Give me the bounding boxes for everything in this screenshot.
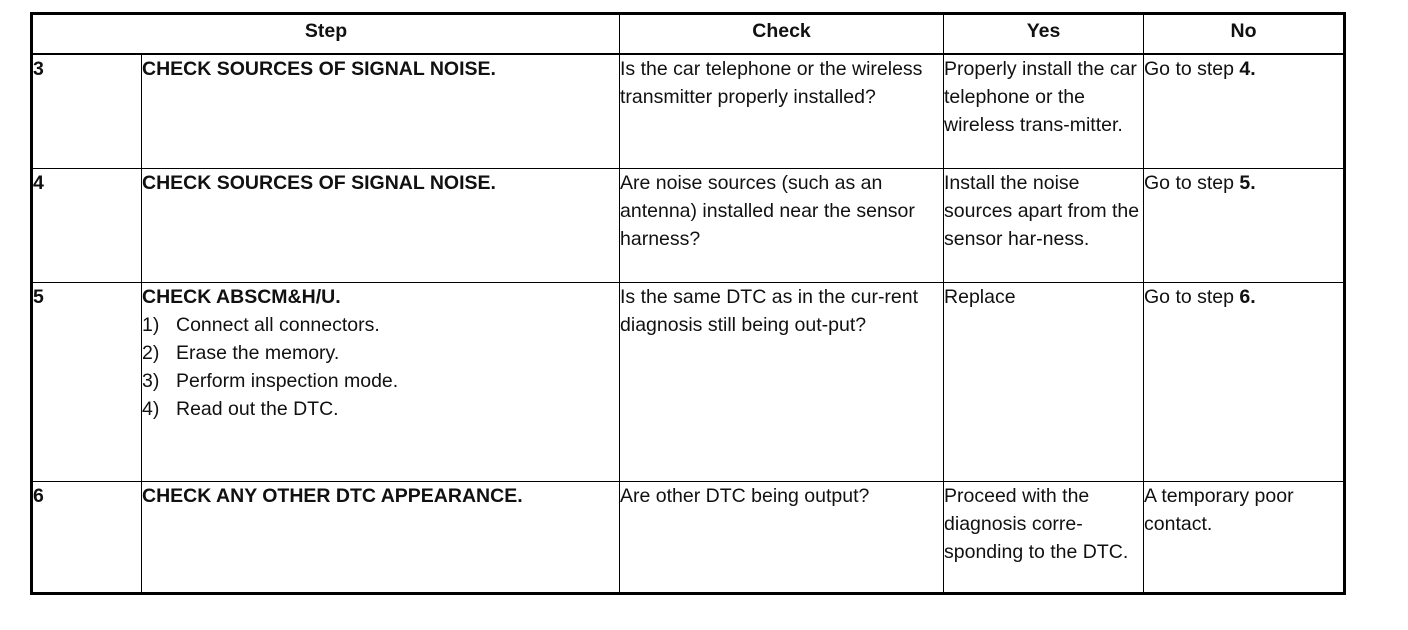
- substep-item: [142, 339, 619, 367]
- step-number: 3: [32, 54, 142, 169]
- diagnostic-table: [30, 12, 1346, 595]
- header-check: Check: [620, 14, 944, 55]
- substep-item: [142, 367, 619, 395]
- yes-cell: Install the noise sources apart from the sensor har-ness.: [944, 169, 1144, 283]
- step-title: CHECK ABSCM&H/U.: [142, 286, 341, 308]
- step-cell: [142, 482, 620, 594]
- substep-text: Erase the memory.: [176, 342, 340, 364]
- yes-cell: Replace: [944, 283, 1144, 482]
- step-number: 6: [32, 482, 142, 594]
- substep-text: Connect all connectors.: [176, 314, 380, 336]
- check-cell: Are other DTC being output?: [620, 482, 944, 594]
- yes-cell: Proceed with the diagnosis corre-sponding to the DTC.: [944, 482, 1144, 594]
- table-row: [32, 482, 1345, 594]
- no-cell: A temporary poor contact.: [1144, 482, 1345, 594]
- substep-item: [142, 311, 619, 339]
- substep-number: 3): [142, 370, 160, 392]
- step-number: 4: [32, 169, 142, 283]
- next-step-number: 6.: [1239, 286, 1256, 308]
- substep-text: Perform inspection mode.: [176, 370, 399, 392]
- header-yes: Yes: [944, 14, 1144, 55]
- substep-number: 1): [142, 314, 160, 336]
- step-title: CHECK SOURCES OF SIGNAL NOISE.: [142, 172, 496, 194]
- check-cell: Are noise sources (such as an antenna) installed near the sensor harness?: [620, 169, 944, 283]
- no-cell: [1144, 283, 1345, 482]
- next-step-number: 5.: [1239, 172, 1256, 194]
- step-title: CHECK SOURCES OF SIGNAL NOISE.: [142, 58, 496, 80]
- table-header-row: [32, 14, 1345, 55]
- no-text: Go to step: [1144, 58, 1240, 80]
- substep-number: 2): [142, 342, 160, 364]
- table-row: [32, 54, 1345, 169]
- substep-number: 4): [142, 398, 160, 420]
- next-step-number: 4.: [1239, 58, 1256, 80]
- step-cell: [142, 283, 620, 482]
- check-cell: Is the car telephone or the wireless transmitter properly installed?: [620, 54, 944, 169]
- step-cell: [142, 54, 620, 169]
- yes-cell: Properly install the car telephone or the wireless trans-mitter.: [944, 54, 1144, 169]
- check-cell: Is the same DTC as in the cur-rent diagnosis still being out-put?: [620, 283, 944, 482]
- no-cell: [1144, 169, 1345, 283]
- step-number: 5: [32, 283, 142, 482]
- step-cell: [142, 169, 620, 283]
- no-cell: [1144, 54, 1345, 169]
- step-title: CHECK ANY OTHER DTC APPEARANCE.: [142, 485, 523, 507]
- no-text: Go to step: [1144, 286, 1240, 308]
- substep-item: [142, 395, 619, 423]
- header-no: No: [1144, 14, 1345, 55]
- table-row: [32, 169, 1345, 283]
- substep-text: Read out the DTC.: [176, 398, 339, 420]
- table-row: [32, 283, 1345, 482]
- no-text: Go to step: [1144, 172, 1240, 194]
- header-step: Step: [32, 14, 620, 55]
